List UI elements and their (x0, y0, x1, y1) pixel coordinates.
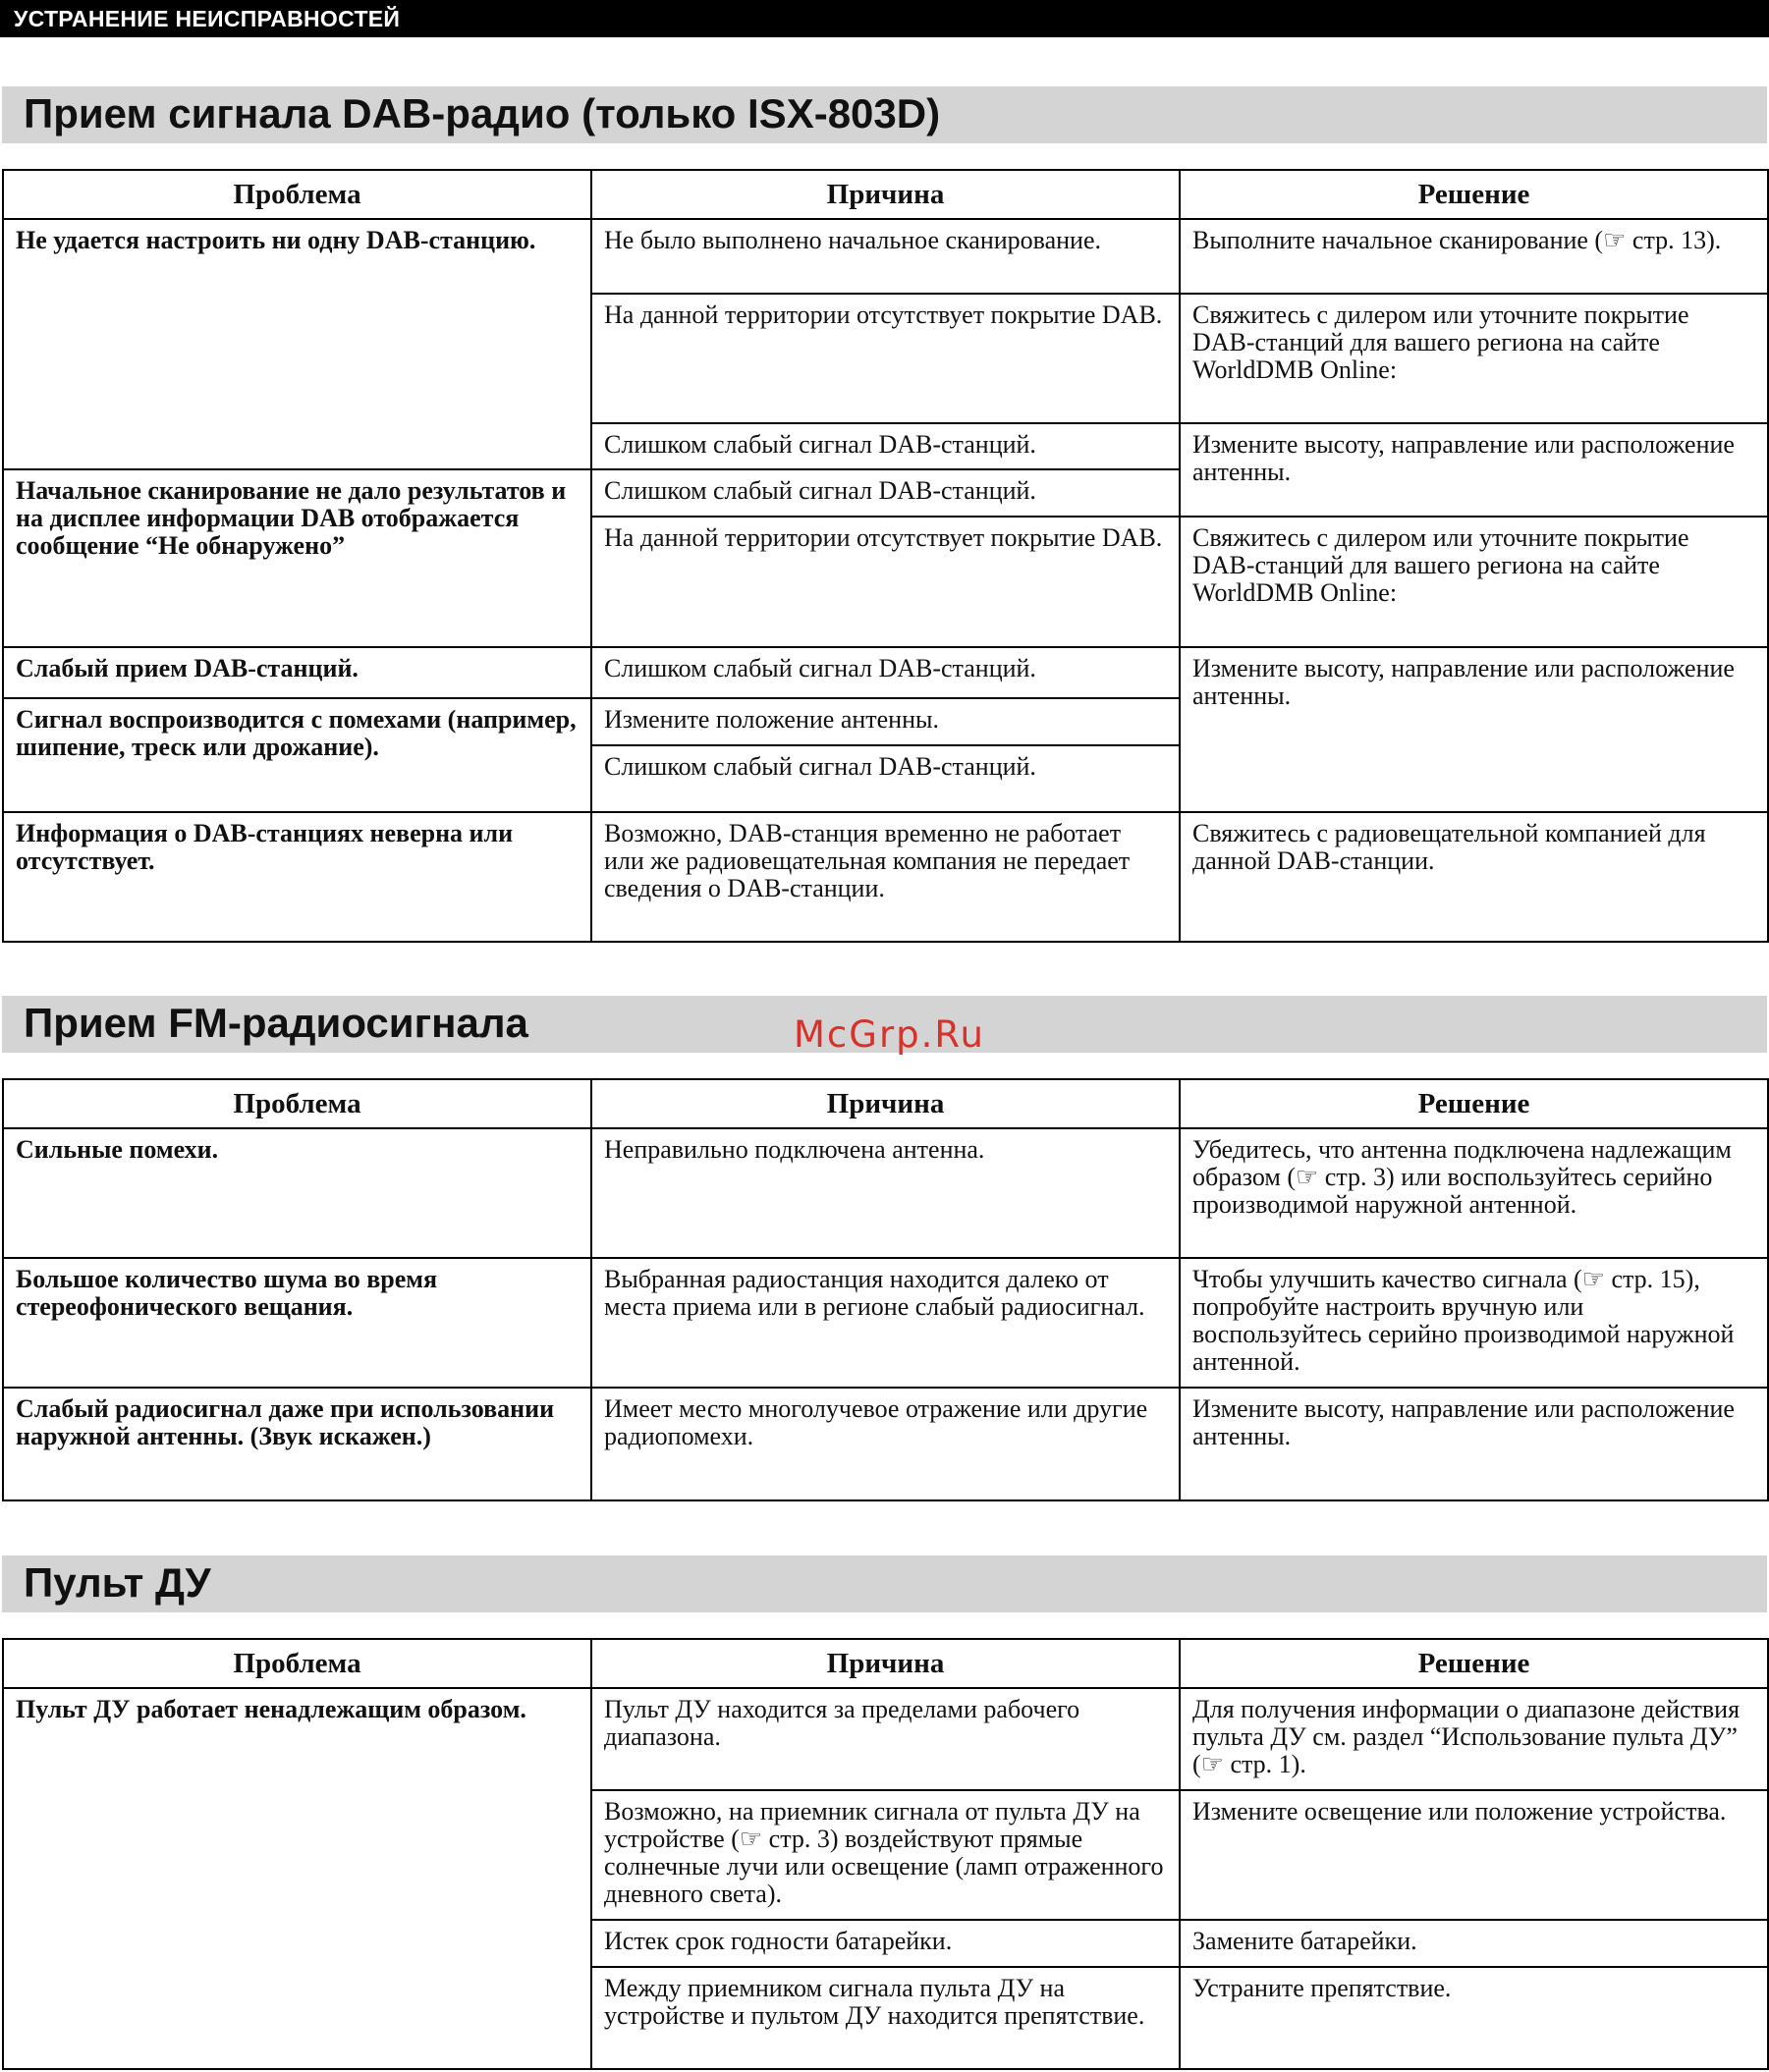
remote-troubleshooting-table (2, 1638, 1769, 2070)
solution-cell: Устраните препятствие. (1180, 1967, 1768, 2069)
problem-cell: Информация о DAB-станциях неверна или отсутствует. (3, 812, 591, 942)
column-header-cause: Причина (591, 1079, 1180, 1128)
solution-cell: Свяжитесь с дилером или уточните покрытие DAB-станций для вашего региона на сайте WorldDMB Online: (1180, 294, 1768, 423)
solution-cell: Измените высоту, направление или расположение антенны. (1180, 647, 1768, 812)
table-header-row (3, 170, 1768, 219)
table-row (3, 1688, 1768, 1790)
cause-cell: Не было выполнено начальное сканирование. (591, 219, 1180, 294)
problem-cell: Сигнал воспроизводится с помехами (например, шипение, треск или дрожание). (3, 698, 591, 812)
cause-cell: Неправильно подключена антенна. (591, 1128, 1180, 1258)
column-header-solution: Решение (1180, 1639, 1768, 1688)
column-header-problem: Проблема (3, 1639, 591, 1688)
fm-troubleshooting-table (2, 1078, 1769, 1501)
table-row (3, 219, 1768, 294)
column-header-problem: Проблема (3, 1079, 591, 1128)
solution-cell: Свяжитесь с радиовещательной компанией для данной DAB-станции. (1180, 812, 1768, 942)
solution-cell: Чтобы улучшить качество сигнала (☞ стр. 15), попробуйте настроить вручную или воспользуйтесь серийно производимой наружной антенной. (1180, 1258, 1768, 1388)
problem-cell: Большое количество шума во время стереофонического вещания. (3, 1258, 591, 1388)
column-header-solution: Решение (1180, 170, 1768, 219)
table-row (3, 812, 1768, 942)
solution-cell: Свяжитесь с дилером или уточните покрытие DAB-станций для вашего региона на сайте WorldDMB Online: (1180, 517, 1768, 647)
watermark: McGrp.Ru (794, 1013, 985, 1056)
cause-cell: Слишком слабый сигнал DAB-станций. (591, 647, 1180, 698)
table-header-row (3, 1079, 1768, 1128)
cause-cell: Выбранная радиостанция находится далеко от места приема или в регионе слабый радиосигнал. (591, 1258, 1180, 1388)
cause-cell: Возможно, на приемник сигнала от пульта ДУ на устройстве (☞ стр. 3) воздействуют прямые солнечные лучи или освещение (ламп отраженного дневного света). (591, 1790, 1180, 1920)
solution-cell: Выполните начальное сканирование (☞ стр. 13). (1180, 219, 1768, 294)
problem-cell: Слабый радиосигнал даже при использовании наружной антенны. (Звук искажен.) (3, 1388, 591, 1500)
table-row (3, 1258, 1768, 1388)
cause-cell: Слишком слабый сигнал DAB-станций. (591, 423, 1180, 469)
dab-troubleshooting-table (2, 169, 1769, 943)
solution-cell: Измените освещение или положение устройства. (1180, 1790, 1768, 1920)
cause-cell: Имеет место многолучевое отражение или другие радиопомехи. (591, 1388, 1180, 1500)
cause-cell: Измените положение антенны. (591, 698, 1180, 745)
column-header-solution: Решение (1180, 1079, 1768, 1128)
column-header-cause: Причина (591, 1639, 1180, 1688)
solution-cell: Измените высоту, направление или расположение антенны. (1180, 423, 1768, 517)
column-header-problem: Проблема (3, 170, 591, 219)
cause-cell: Слишком слабый сигнал DAB-станций. (591, 469, 1180, 517)
table-row (3, 1128, 1768, 1258)
problem-cell: Не удается настроить ни одну DAB-станцию. (3, 219, 591, 469)
section-title-dab: Прием сигнала DAB-радио (только ISX-803D) (2, 86, 1767, 143)
page-header: УСТРАНЕНИЕ НЕИСПРАВНОСТЕЙ (0, 0, 1769, 37)
solution-cell: Для получения информации о диапазоне действия пульта ДУ см. раздел “Использование пульта ДУ” (☞ стр. 1). (1180, 1688, 1768, 1790)
solution-cell: Убедитесь, что антенна подключена надлежащим образом (☞ стр. 3) или воспользуйтесь серийно производимой наружной антенной. (1180, 1128, 1768, 1258)
problem-cell: Пульт ДУ работает ненадлежащим образом. (3, 1688, 591, 2069)
cause-cell: На данной территории отсутствует покрытие DAB. (591, 517, 1180, 647)
problem-cell: Начальное сканирование не дало результатов и на дисплее информации DAB отображается сообщение “Не обнаружено” (3, 469, 591, 647)
table-row (3, 647, 1768, 698)
column-header-cause: Причина (591, 170, 1180, 219)
cause-cell: Пульт ДУ находится за пределами рабочего диапазона. (591, 1688, 1180, 1790)
cause-cell: Истек срок годности батарейки. (591, 1920, 1180, 1967)
cause-cell: Слишком слабый сигнал DAB-станций. (591, 745, 1180, 812)
table-header-row (3, 1639, 1768, 1688)
section-title-fm: Прием FM-радиосигнала (2, 996, 1767, 1053)
cause-cell: Возможно, DAB-станция временно не работает или же радиовещательная компания не передает сведения о DAB-станции. (591, 812, 1180, 942)
problem-cell: Сильные помехи. (3, 1128, 591, 1258)
problem-cell: Слабый прием DAB-станций. (3, 647, 591, 698)
table-row (3, 1388, 1768, 1500)
solution-cell: Замените батарейки. (1180, 1920, 1768, 1967)
section-title-remote: Пульт ДУ (2, 1555, 1767, 1612)
cause-cell: На данной территории отсутствует покрытие DAB. (591, 294, 1180, 423)
solution-cell: Измените высоту, направление или расположение антенны. (1180, 1388, 1768, 1500)
cause-cell: Между приемником сигнала пульта ДУ на устройстве и пультом ДУ находится препятствие. (591, 1967, 1180, 2069)
